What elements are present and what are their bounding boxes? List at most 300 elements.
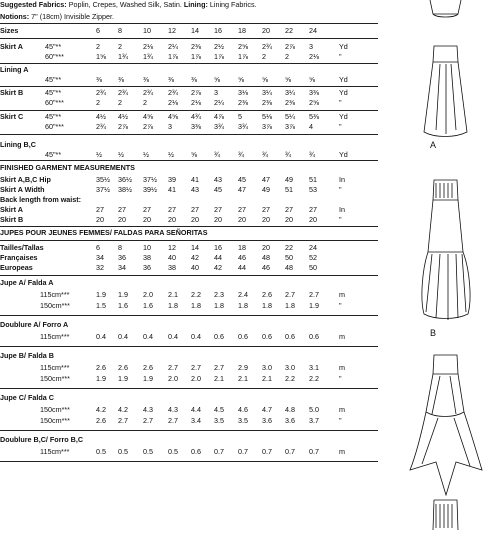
unit-cell: " — [339, 185, 342, 194]
value-cell: 1⅞ — [214, 52, 224, 61]
metric-value-cell: 4.3 — [168, 405, 178, 414]
divider — [0, 38, 378, 39]
value-cell: 1⅞ — [191, 52, 201, 61]
value-cell: 27 — [143, 205, 151, 214]
divider — [0, 388, 378, 389]
value-cell: 3¾ — [238, 122, 248, 131]
french-value-cell: 40 — [191, 263, 199, 272]
value-cell: 35½ — [96, 175, 110, 184]
value-cell: ¾ — [262, 150, 268, 159]
row-label: Lining B,C — [0, 140, 36, 149]
metric-value-cell: 2.7 — [143, 416, 153, 425]
metric-value-cell: 0.5 — [118, 447, 128, 456]
metric-value-cell: 5.0 — [309, 405, 319, 414]
metric-value-cell: 2.6 — [96, 363, 106, 372]
french-value-cell: 34 — [118, 263, 126, 272]
unit-cell: In — [339, 205, 345, 214]
metric-value-cell: 0.4 — [96, 332, 106, 341]
value-cell: 5⅜ — [309, 112, 319, 121]
french-value-cell: 50 — [285, 253, 293, 262]
size-cell: 20 — [262, 26, 270, 35]
value-cell: 2¼ — [214, 98, 224, 107]
value-cell: 20 — [191, 215, 199, 224]
french-value-cell: 42 — [191, 253, 199, 262]
lining-label: Lining: — [183, 0, 208, 9]
metric-value-cell: 4.3 — [143, 405, 153, 414]
value-cell: 37½ — [143, 175, 157, 184]
fabric-width: 45"** — [45, 75, 62, 84]
value-cell: 36½ — [118, 175, 132, 184]
french-value-cell: 8 — [118, 243, 122, 252]
value-cell: 2⅜ — [191, 42, 201, 51]
value-cell: ½ — [96, 150, 102, 159]
french-value-cell: 16 — [214, 243, 222, 252]
value-cell: ⅜ — [168, 75, 174, 84]
divider — [0, 86, 378, 87]
value-cell: 39 — [168, 175, 176, 184]
value-cell: 4½ — [118, 112, 128, 121]
row-label: Back length from waist: — [0, 195, 82, 204]
skirt-a-top-figure — [430, 0, 461, 17]
metric-value-cell: 0.6 — [191, 447, 201, 456]
metric-unit: m — [339, 332, 345, 341]
value-cell: 4⅞ — [214, 112, 224, 121]
metric-value-cell: 0.7 — [285, 447, 295, 456]
divider — [0, 346, 378, 347]
fabric-width: 45"** — [45, 112, 62, 121]
metric-value-cell: 4.2 — [118, 405, 128, 414]
divider — [0, 430, 378, 431]
metric-width: 115cm*** — [40, 332, 70, 341]
french-value-cell: 24 — [309, 243, 317, 252]
unit-cell: " — [339, 215, 342, 224]
value-cell: 2¾ — [118, 88, 128, 97]
metric-value-cell: 2.1 — [214, 374, 224, 383]
metric-value-cell: 1.8 — [285, 301, 295, 310]
value-cell: 41 — [191, 175, 199, 184]
metric-value-cell: 3.6 — [262, 416, 272, 425]
lining-value: Lining Fabrics. — [209, 0, 257, 9]
value-cell: 20 — [238, 215, 246, 224]
divider — [0, 63, 378, 64]
value-cell: 2¾ — [96, 88, 106, 97]
value-cell: 1⅞ — [168, 52, 178, 61]
value-cell: 27 — [96, 205, 104, 214]
divider — [0, 23, 378, 24]
row-label: Skirt A Width — [0, 185, 45, 194]
figure-a-label: A — [430, 140, 437, 150]
metric-width: 150cm*** — [40, 405, 70, 414]
metric-value-cell: 2.4 — [238, 290, 248, 299]
divider — [0, 160, 378, 161]
unit-cell: In — [339, 175, 345, 184]
divider — [0, 461, 378, 462]
value-cell: 27 — [214, 205, 222, 214]
divider — [0, 110, 378, 111]
metric-value-cell: 2.6 — [96, 416, 106, 425]
value-cell: 27 — [285, 205, 293, 214]
metric-value-cell: 0.6 — [262, 332, 272, 341]
unit-cell: Yd — [339, 75, 348, 84]
metric-value-cell: 0.7 — [214, 447, 224, 456]
metric-value-cell: 3.1 — [309, 363, 319, 372]
french-value-cell: 38 — [143, 253, 151, 262]
size-cell: 10 — [143, 26, 151, 35]
divider — [0, 226, 378, 227]
value-cell: 4½ — [96, 112, 106, 121]
fabrics-value: Poplin, Crepes, Washed Silk, Satin. — [68, 0, 182, 9]
value-cell: 39½ — [143, 185, 157, 194]
french-value-cell: 6 — [96, 243, 100, 252]
value-cell: 20 — [285, 215, 293, 224]
value-cell: 2¾ — [262, 42, 272, 51]
value-cell: 3⅛ — [238, 88, 248, 97]
metric-heading: Doublure A/ Forro A — [0, 320, 69, 329]
value-cell: 47 — [262, 175, 270, 184]
value-cell: 3¾ — [214, 122, 224, 131]
metric-value-cell: 1.8 — [238, 301, 248, 310]
metric-value-cell: 3.0 — [285, 363, 295, 372]
divider — [0, 240, 378, 241]
row-label: FINISHED GARMENT MEASUREMENTS — [0, 163, 135, 172]
french-row-label: Europeas — [0, 263, 33, 272]
value-cell: 27 — [309, 205, 317, 214]
notions-label: Notions: — [0, 12, 30, 21]
row-label: Skirt C — [0, 112, 24, 121]
value-cell: 2 — [262, 52, 266, 61]
value-cell: 3⅞ — [285, 122, 295, 131]
french-value-cell: 44 — [238, 263, 246, 272]
skirt-bottom-figure — [433, 500, 458, 530]
fabric-width: 45"** — [45, 150, 62, 159]
metric-value-cell: 4.8 — [285, 405, 295, 414]
french-heading: JUPES POUR JEUNES FEMMES/ FALDAS PARA SEÑORITAS — [0, 228, 208, 237]
metric-value-cell: 3.0 — [262, 363, 272, 372]
sizes-label: Sizes — [0, 26, 19, 35]
value-cell: 5⅛ — [262, 112, 272, 121]
metric-value-cell: 1.9 — [118, 290, 128, 299]
metric-value-cell: 2.2 — [285, 374, 295, 383]
value-cell: 27 — [262, 205, 270, 214]
metric-value-cell: 0.5 — [96, 447, 106, 456]
metric-unit: " — [339, 416, 342, 425]
metric-value-cell: 0.6 — [214, 332, 224, 341]
size-cell: 24 — [309, 26, 317, 35]
value-cell: 51 — [309, 175, 317, 184]
value-cell: 20 — [168, 215, 176, 224]
metric-value-cell: 0.7 — [262, 447, 272, 456]
metric-width: 115cm*** — [40, 363, 70, 372]
metric-unit: " — [339, 301, 342, 310]
row-label: Skirt A,B,C Hip — [0, 175, 51, 184]
metric-value-cell: 1.9 — [143, 374, 153, 383]
unit-cell: Yd — [339, 88, 348, 97]
divider — [0, 315, 378, 316]
unit-cell: Yd — [339, 112, 348, 121]
metric-value-cell: 2.0 — [191, 374, 201, 383]
metric-value-cell: 0.4 — [191, 332, 201, 341]
metric-value-cell: 2.7 — [309, 290, 319, 299]
value-cell: ⅝ — [262, 75, 268, 84]
french-value-cell: 52 — [309, 253, 317, 262]
french-value-cell: 18 — [238, 243, 246, 252]
metric-value-cell: 2.6 — [143, 363, 153, 372]
french-value-cell: 40 — [168, 253, 176, 262]
metric-value-cell: 3.5 — [214, 416, 224, 425]
metric-value-cell: 2.7 — [118, 416, 128, 425]
metric-value-cell: 2.2 — [191, 290, 201, 299]
value-cell: ½ — [143, 150, 149, 159]
metric-unit: m — [339, 363, 345, 372]
value-cell: 2¾ — [96, 122, 106, 131]
metric-value-cell: 2.6 — [262, 290, 272, 299]
fabric-width: 45"** — [45, 42, 62, 51]
value-cell: 3 — [309, 42, 313, 51]
value-cell: ⅝ — [191, 150, 197, 159]
metric-value-cell: 2.3 — [214, 290, 224, 299]
value-cell: 45 — [238, 175, 246, 184]
size-cell: 8 — [118, 26, 122, 35]
value-cell: 4⅝ — [143, 112, 153, 121]
value-cell: 2⅞ — [143, 122, 153, 131]
value-cell: 1¾ — [118, 52, 128, 61]
value-cell: 38½ — [118, 185, 132, 194]
value-cell: 3⅞ — [262, 122, 272, 131]
value-cell: ¾ — [285, 150, 291, 159]
french-value-cell: 46 — [238, 253, 246, 262]
metric-value-cell: 1.8 — [214, 301, 224, 310]
size-cell: 22 — [285, 26, 293, 35]
value-cell: 3⅜ — [309, 88, 319, 97]
metric-heading: Jupe C/ Falda C — [0, 393, 54, 402]
notions-line — [0, 13, 114, 20]
metric-value-cell: 0.5 — [168, 447, 178, 456]
metric-value-cell: 0.7 — [238, 447, 248, 456]
figure-b-label: B — [430, 328, 437, 338]
metric-value-cell: 0.7 — [309, 447, 319, 456]
metric-value-cell: 4.7 — [262, 405, 272, 414]
value-cell: 2⅜ — [262, 98, 272, 107]
garment-illustrations — [380, 0, 500, 530]
value-cell: 2⅞ — [285, 42, 295, 51]
unit-cell: " — [339, 122, 342, 131]
metric-value-cell: 2.7 — [285, 290, 295, 299]
unit-cell: " — [339, 52, 342, 61]
fabric-width: 60"*** — [45, 98, 64, 107]
metric-value-cell: 0.6 — [238, 332, 248, 341]
metric-heading: Doublure B,C/ Forro B,C — [0, 435, 84, 444]
french-value-cell: 36 — [143, 263, 151, 272]
metric-value-cell: 2.0 — [143, 290, 153, 299]
unit-cell: Yd — [339, 150, 348, 159]
value-cell: 27 — [238, 205, 246, 214]
value-cell: 3 — [168, 122, 172, 131]
value-cell: 2¼ — [168, 42, 178, 51]
metric-heading: Jupe B/ Falda B — [0, 351, 54, 360]
metric-width: 115cm*** — [40, 290, 70, 299]
value-cell: 43 — [214, 175, 222, 184]
metric-value-cell: 2.9 — [238, 363, 248, 372]
value-cell: 1⅞ — [238, 52, 248, 61]
value-cell: 2⅞ — [191, 88, 201, 97]
metric-value-cell: 4.2 — [96, 405, 106, 414]
illustration-canvas — [380, 0, 500, 530]
value-cell: 20 — [214, 215, 222, 224]
value-cell: 4¾ — [191, 112, 201, 121]
value-cell: 20 — [118, 215, 126, 224]
french-value-cell: 46 — [262, 263, 270, 272]
metric-value-cell: 1.9 — [96, 290, 106, 299]
metric-value-cell: 3.6 — [285, 416, 295, 425]
value-cell: 2⅛ — [143, 42, 153, 51]
value-cell: 2 — [96, 42, 100, 51]
value-cell: 45 — [214, 185, 222, 194]
metric-heading: Jupe A/ Falda A — [0, 278, 54, 287]
value-cell: ¾ — [309, 150, 315, 159]
metric-width: 150cm*** — [40, 374, 70, 383]
metric-value-cell: 3.5 — [238, 416, 248, 425]
french-value-cell: 44 — [214, 253, 222, 262]
value-cell: 5¼ — [285, 112, 295, 121]
value-cell: ⅝ — [309, 75, 315, 84]
metric-value-cell: 2.1 — [238, 374, 248, 383]
size-cell: 12 — [168, 26, 176, 35]
value-cell: ¾ — [214, 150, 220, 159]
divider — [0, 275, 378, 276]
french-value-cell: 22 — [285, 243, 293, 252]
french-value-cell: 20 — [262, 243, 270, 252]
size-cell: 6 — [96, 26, 100, 35]
value-cell: 20 — [262, 215, 270, 224]
unit-cell: " — [339, 98, 342, 107]
value-cell: 2 — [96, 98, 100, 107]
metric-value-cell: 0.5 — [143, 447, 153, 456]
french-value-cell: 42 — [214, 263, 222, 272]
value-cell: 1¾ — [143, 52, 153, 61]
metric-value-cell: 0.4 — [143, 332, 153, 341]
value-cell: 37½ — [96, 185, 110, 194]
metric-value-cell: 2.6 — [118, 363, 128, 372]
value-cell: ½ — [168, 150, 174, 159]
divider — [0, 134, 378, 135]
value-cell: 27 — [168, 205, 176, 214]
metric-value-cell: 2.7 — [168, 363, 178, 372]
fabric-width: 60"*** — [45, 122, 64, 131]
french-value-cell: 12 — [168, 243, 176, 252]
value-cell: 20 — [143, 215, 151, 224]
row-label: Skirt A — [0, 205, 23, 214]
value-cell: 53 — [309, 185, 317, 194]
value-cell: 20 — [96, 215, 104, 224]
value-cell: 43 — [191, 185, 199, 194]
value-cell: ⅝ — [214, 75, 220, 84]
value-cell: 2⅜ — [238, 98, 248, 107]
metric-value-cell: 3.4 — [191, 416, 201, 425]
metric-value-cell: 1.6 — [118, 301, 128, 310]
row-label: Lining A — [0, 65, 29, 74]
value-cell: ⅜ — [96, 75, 102, 84]
metric-value-cell: 0.6 — [309, 332, 319, 341]
metric-value-cell: 1.5 — [96, 301, 106, 310]
metric-value-cell: 1.8 — [262, 301, 272, 310]
value-cell: ⅜ — [118, 75, 124, 84]
skirt-a-figure — [424, 46, 467, 137]
value-cell: 5 — [238, 112, 242, 121]
value-cell: 2⅝ — [309, 98, 319, 107]
value-cell: 41 — [168, 185, 176, 194]
french-row-label: Tailles/Tallas — [0, 243, 44, 252]
row-label: Skirt B — [0, 88, 24, 97]
french-row-label: Françaises — [0, 253, 38, 262]
metric-width: 115cm*** — [40, 447, 70, 456]
value-cell: 2⅛ — [191, 98, 201, 107]
metric-value-cell: 1.9 — [118, 374, 128, 383]
value-cell: ⅝ — [238, 75, 244, 84]
value-cell: 2⅝ — [238, 42, 248, 51]
value-cell: ¾ — [238, 150, 244, 159]
value-cell: 3¼ — [285, 88, 295, 97]
skirt-c-figure — [410, 355, 482, 495]
value-cell: 2 — [118, 42, 122, 51]
size-cell: 16 — [214, 26, 222, 35]
metric-value-cell: 1.9 — [96, 374, 106, 383]
value-cell: ⅝ — [285, 75, 291, 84]
value-cell: ½ — [118, 150, 124, 159]
unit-cell: Yd — [339, 42, 348, 51]
value-cell: 27 — [191, 205, 199, 214]
row-label: Skirt B — [0, 215, 24, 224]
value-cell: 2 — [143, 98, 147, 107]
value-cell: 4 — [309, 122, 313, 131]
french-value-cell: 14 — [191, 243, 199, 252]
metric-value-cell: 4.4 — [191, 405, 201, 414]
fabrics-line — [0, 1, 257, 8]
metric-value-cell: 2.0 — [168, 374, 178, 383]
value-cell: ⅜ — [143, 75, 149, 84]
value-cell: 2 — [285, 52, 289, 61]
value-cell: 20 — [309, 215, 317, 224]
value-cell: 2⅛ — [168, 98, 178, 107]
metric-value-cell: 1.6 — [143, 301, 153, 310]
metric-unit: " — [339, 374, 342, 383]
metric-value-cell: 3.7 — [309, 416, 319, 425]
french-value-cell: 10 — [143, 243, 151, 252]
french-value-cell: 48 — [262, 253, 270, 262]
metric-value-cell: 2.1 — [168, 290, 178, 299]
value-cell: 2⅛ — [309, 52, 319, 61]
metric-unit: m — [339, 405, 345, 414]
french-value-cell: 38 — [168, 263, 176, 272]
fabrics-label: Suggested Fabrics: — [0, 0, 67, 9]
value-cell: 3¼ — [262, 88, 272, 97]
value-cell: 2½ — [214, 42, 224, 51]
value-cell: 3⅜ — [191, 122, 201, 131]
value-cell: 4⅝ — [168, 112, 178, 121]
french-value-cell: 32 — [96, 263, 104, 272]
metric-value-cell: 2.7 — [168, 416, 178, 425]
notions-value: 7" (18cm) Invisible Zipper. — [31, 12, 114, 21]
row-label: Skirt A — [0, 42, 23, 51]
value-cell: ⅜ — [191, 75, 197, 84]
value-cell: 2⅞ — [118, 122, 128, 131]
size-cell: 18 — [238, 26, 246, 35]
size-cell: 14 — [191, 26, 199, 35]
metric-value-cell: 0.6 — [285, 332, 295, 341]
value-cell: 3 — [214, 88, 218, 97]
metric-value-cell: 1.9 — [309, 301, 319, 310]
metric-value-cell: 4.6 — [238, 405, 248, 414]
value-cell: 51 — [285, 185, 293, 194]
